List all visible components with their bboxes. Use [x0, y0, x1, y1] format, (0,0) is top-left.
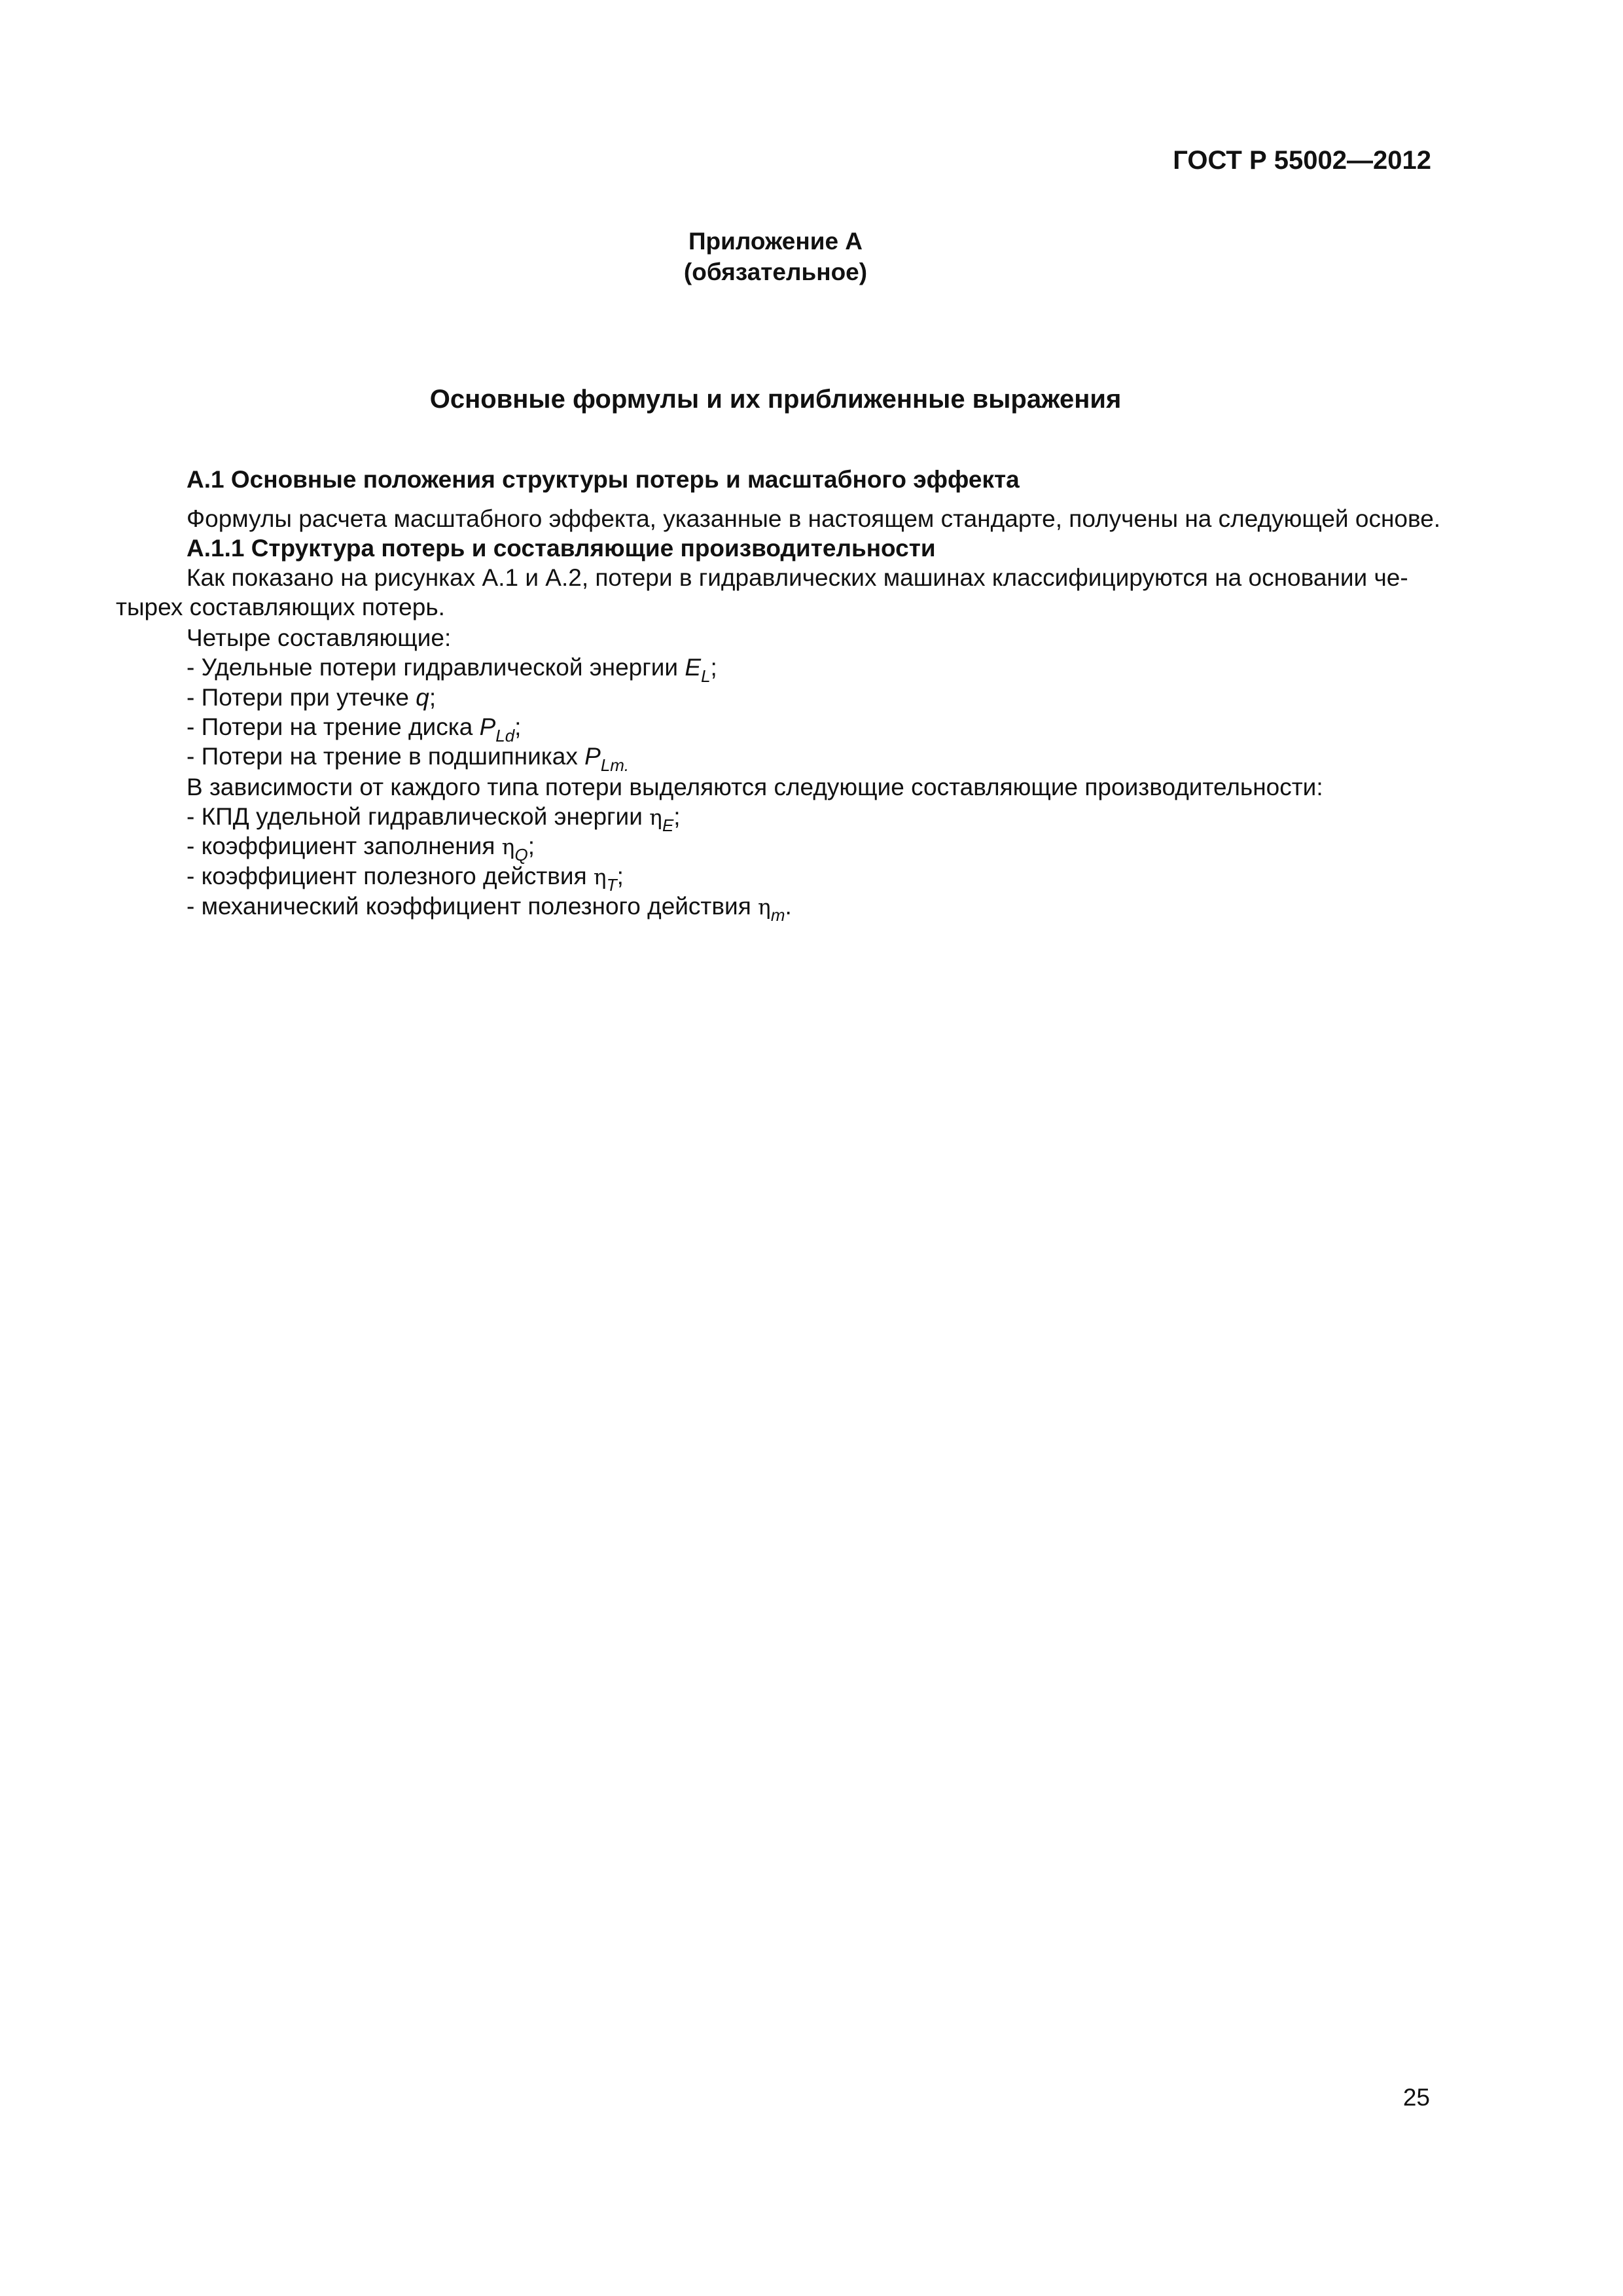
- list-item-end: ;: [527, 833, 535, 859]
- list-item: [187, 683, 436, 712]
- page-title: Основные формулы и их приближенные выражения: [429, 385, 1122, 414]
- list-item-text: - механический коэффициент полезного действия: [187, 893, 758, 920]
- list-item-text: - Потери на трение в подшипниках: [187, 743, 585, 770]
- eta-symbol: η: [593, 864, 607, 889]
- list-item-text: - Удельные потери гидравлической энергии: [187, 654, 685, 681]
- list-item: [187, 861, 624, 895]
- four-components-label: Четыре составляющие:: [187, 624, 452, 651]
- eta-symbol: η: [501, 834, 515, 859]
- symbol-subscript: Ld: [495, 726, 515, 745]
- symbol: P: [479, 713, 496, 740]
- symbol: P: [584, 743, 601, 770]
- symbol-subscript: Q: [514, 845, 528, 865]
- list-item: [187, 891, 792, 925]
- eta-symbol: η: [649, 804, 662, 830]
- section-a11-para-line2: тырех составляющих потерь.: [116, 594, 445, 620]
- list-item: [187, 742, 630, 775]
- list-item-end: ;: [429, 684, 437, 711]
- list-item-end: .: [785, 893, 792, 920]
- symbol-subscript: m: [770, 905, 785, 925]
- appendix-label: Приложение А: [688, 228, 863, 255]
- symbol-subscript: L: [701, 666, 711, 686]
- list-item-end: ;: [514, 713, 522, 740]
- list-item-end: ;: [710, 654, 717, 681]
- list-item-text: - Потери на трение диска: [187, 713, 480, 740]
- section-a11-para-line1: Как показано на рисунках А.1 и А.2, потери в гидравлических машинах классифицируются на основании че-: [187, 564, 1408, 591]
- symbol-subscript: E: [662, 816, 674, 835]
- list-item: [187, 831, 535, 865]
- list-item: [187, 712, 522, 745]
- symbol: E: [685, 654, 702, 681]
- list-item: [187, 653, 717, 686]
- eta-symbol: η: [758, 894, 771, 920]
- list-item-end: ;: [673, 803, 681, 830]
- page-number: 25: [1402, 2084, 1430, 2111]
- list-item-end: ;: [616, 863, 624, 889]
- list-item-text: - КПД удельной гидравлической энергии: [187, 803, 650, 830]
- symbol-subscript: Lm.: [600, 755, 630, 775]
- appendix-status: (обязательное): [683, 259, 868, 285]
- list-item-text: - коэффициент полезного действия: [187, 863, 594, 889]
- list-item: [187, 802, 681, 835]
- list-item-text: - коэффициент заполнения: [187, 833, 502, 859]
- dependency-text: В зависимости от каждого типа потери выделяются следующие составляющие производительности:: [187, 774, 1323, 800]
- symbol: q: [416, 684, 429, 711]
- section-a11-heading: А.1.1 Структура потерь и составляющие производительности: [187, 535, 936, 562]
- section-a1-heading: А.1 Основные положения структуры потерь и масштабного эффекта: [187, 466, 1020, 493]
- symbol-subscript: T: [606, 875, 617, 895]
- section-a1-intro: Формулы расчета масштабного эффекта, указанные в настоящем стандарте, получены на следующей основе.: [187, 505, 1441, 532]
- document-code: ГОСТ Р 55002—2012: [1173, 146, 1431, 175]
- list-item-text: - Потери при утечке: [187, 684, 416, 711]
